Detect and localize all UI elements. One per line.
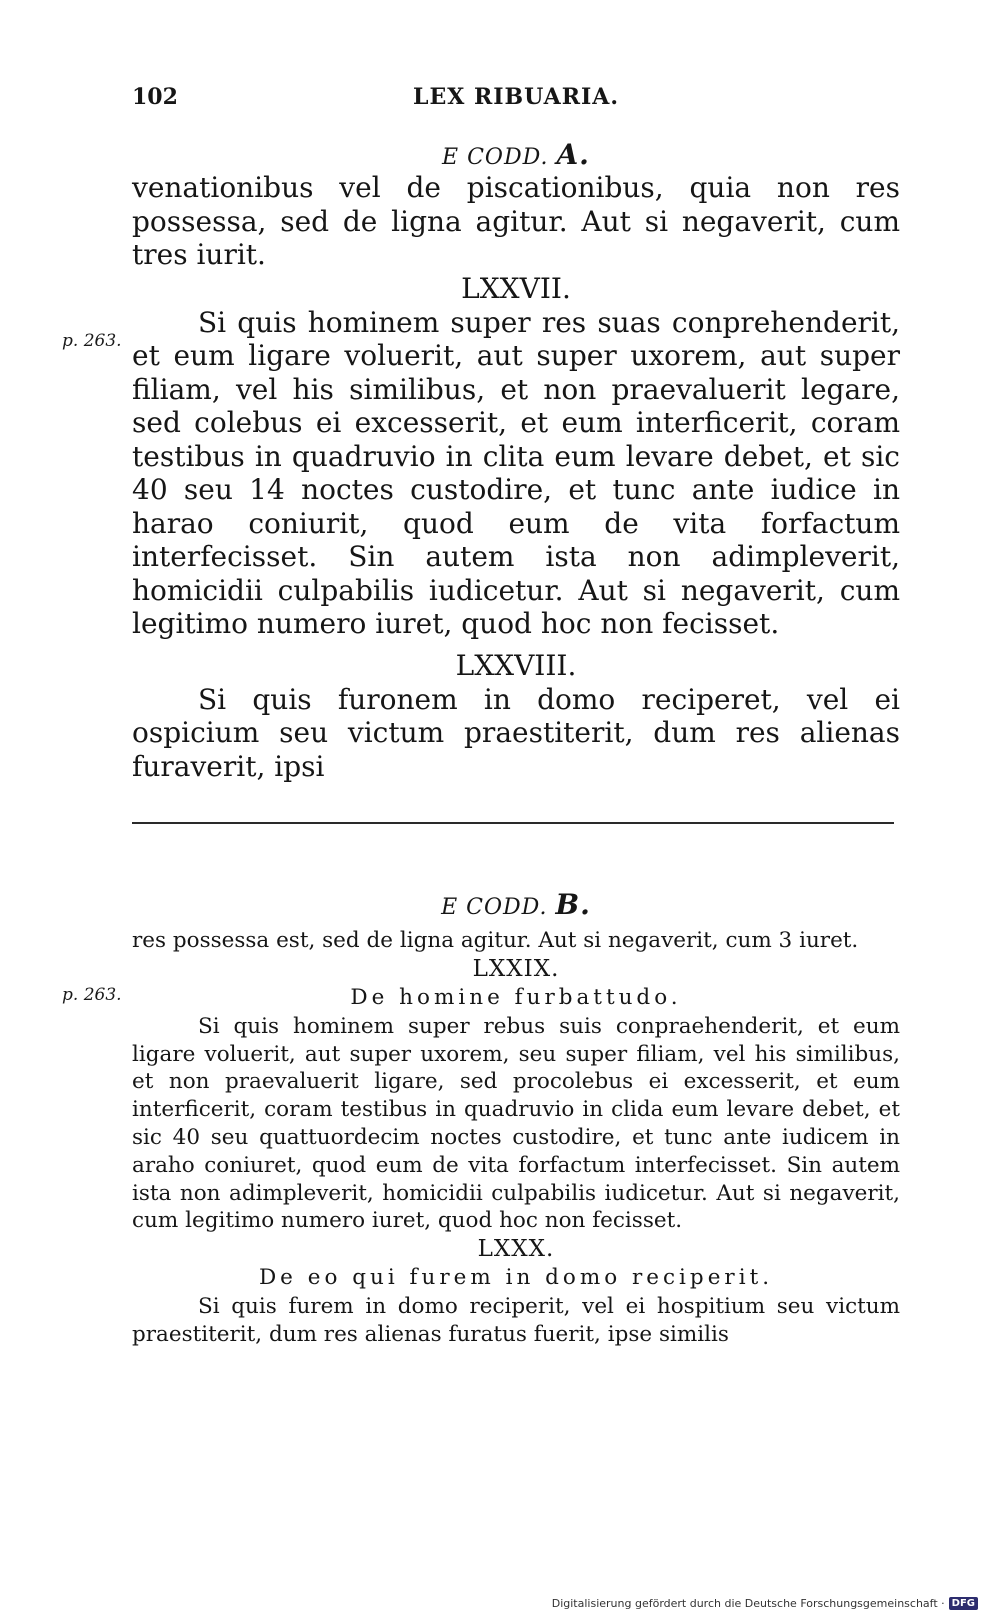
section-b-heading-letter: B.: [555, 888, 591, 921]
chapter-title: De eo qui furem in domo reciperit.: [258, 1265, 774, 1291]
page-number: 102: [132, 84, 178, 110]
chapter-number: LXXVIII.: [455, 648, 577, 682]
section-codd-b: [132, 888, 900, 1349]
footer-credit: Digitalisierung gefördert durch die Deutsche Forschungsgemeinschaft ·: [551, 1597, 945, 1610]
chapter-number: LXXVII.: [461, 271, 571, 305]
chapter-number: LXXX.: [477, 1236, 555, 1263]
chapter-text: Si quis furem in domo reciperit, vel ei hospitium seu victum praestiterit, dum res alienas furatus fuerit, ipse similis: [132, 1294, 900, 1347]
section-a-heading-prefix: E CODD.: [442, 145, 557, 170]
section-a-intro: venationibus vel de piscationibus, quia non res possessa, sed de ligna agitur. Aut si negaverit, cum tres iurit.: [132, 171, 900, 271]
dfg-logo-icon: DFG: [949, 1597, 978, 1610]
section-a-heading: [132, 138, 900, 171]
margin-reference-a: p. 263.: [62, 331, 122, 351]
running-title: LEX RIBUARIA.: [412, 84, 619, 110]
section-b-heading: [132, 888, 900, 921]
section-divider: [132, 822, 894, 824]
page-header: [132, 84, 900, 116]
margin-reference-b: p. 263.: [62, 985, 122, 1005]
section-a-heading-letter: A.: [556, 138, 590, 171]
section-b-heading-prefix: E CODD.: [441, 895, 556, 920]
chapter-title: De homine furbattudo.: [350, 984, 682, 1010]
section-b-intro: res possessa est, sed de ligna agitur. Aut si negaverit, cum 3 iuret.: [132, 928, 859, 953]
digitization-footer: [552, 1597, 978, 1610]
chapter-text: Si quis hominem super res suas conprehenderit, et eum ligare voluerit, aut super uxorem, aut super filiam, vel his similibus, et non praevaluerit legare, sed colebus ei excesserit, et eum interficerit, coram testibus in quadruvio in clita eum levare debet, et sic 40 seu 14 noctes custodire, et tunc ante iudice in harao coniurit, quod eum de vita forfactum interfecisset. Sin autem ista non adimpleverit, homicidii culpabilis iudicetur. Aut si negaverit, cum legitimo numero iuret, quod hoc non fecisset.: [132, 305, 900, 640]
chapter-number: LXXIX.: [472, 955, 560, 982]
section-codd-a: [132, 138, 900, 783]
chapter-text: Si quis furonem in domo reciperet, vel ei ospicium seu victum praestiterit, dum res alienas furaverit, ipsi: [132, 682, 900, 783]
chapter-text: Si quis hominem super rebus suis conpraehenderit, et eum ligare voluerit, aut super uxorem, seu super filiam, vel his similibus, et non praevaluerit ligare, sed procolebus ei excesserit, et eum interficerit, coram testibus in quadruvio in clida eum levare debet, et sic 40 seu quattuordecim noctes custodire, et tunc ante iudicem in araho coniuret, quod eum de vita forfactum interfecisset. Sin autem ista non adimpleverit, homicidii culpabilis iudicetur. Aut si negaverit, cum legitimo numero iuret, quod hoc non fecisset.: [132, 1013, 900, 1234]
